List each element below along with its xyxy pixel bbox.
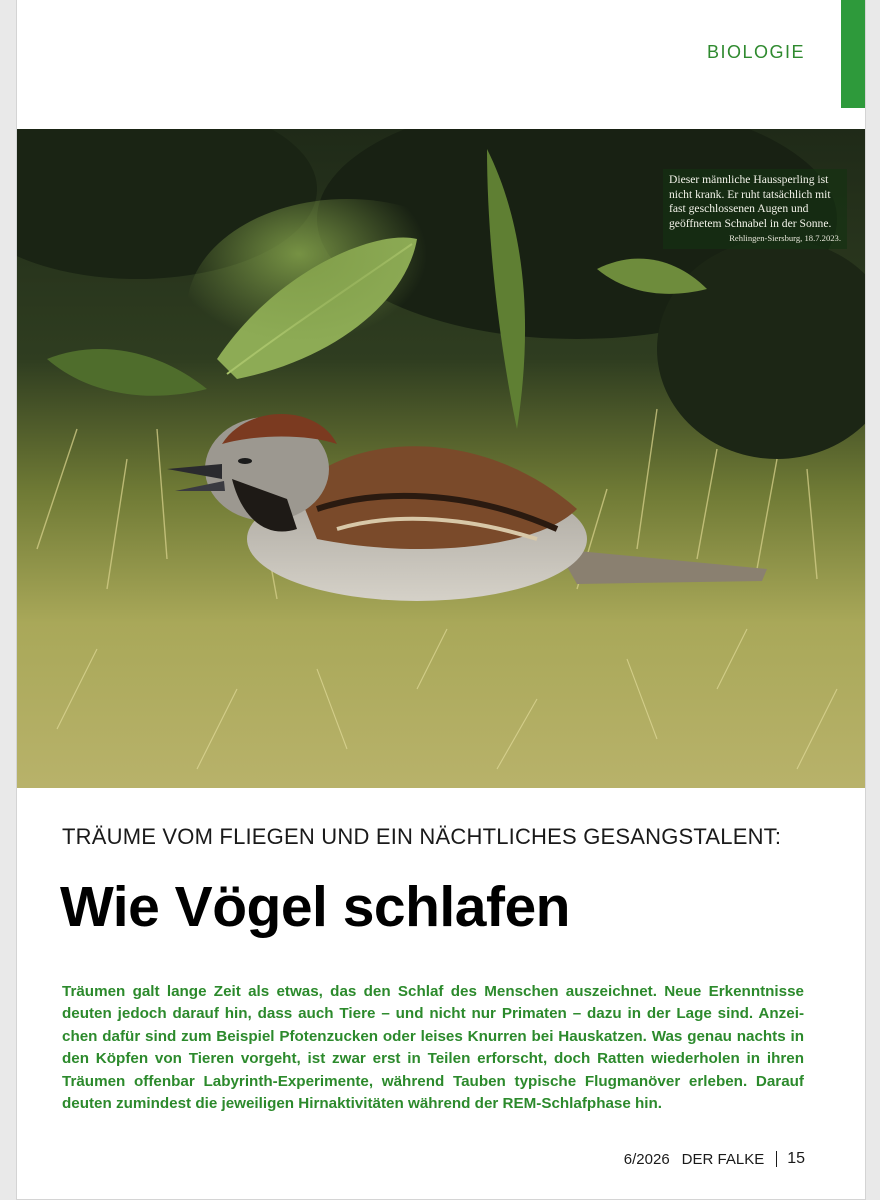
issue-number: 6/2026: [623, 1150, 670, 1168]
photo-credit: Rehlingen-Siersburg, 18.7.2023.: [729, 233, 841, 244]
magazine-name: DER FALKE: [681, 1150, 765, 1168]
article-lead: Träumen galt lange Zeit als etwas, das den Schlaf des Menschen auszeichnet. Neue Erkenntnisse deuten jedoch darauf hin, dass auch Tiere – und nicht nur Primaten – dazu in der Lage sind. Anzeichen dafür sind zum Beispiel Pfotenzucken oder leises Knurren bei Hauskatzen. Was genau nachts in den Köpfen von Tieren vorgeht, ist zwar erst in Teilen erforscht, doch Ratten wiederholen in ihren Träumen offenbar Labyrinth-Experimente, während Tauben typische Flugmanöver erleben. Darauf deuten zumindest die jeweiligen Hirnaktivitäten während der REM-Schlafphase hin.: [62, 983, 804, 1113]
page-footer: [624, 1150, 805, 1168]
magazine-page: [16, 0, 866, 1200]
article-kicker: TRÄUME VOM FLIEGEN UND EIN NÄCHTLICHES GESANGSTALENT:: [62, 824, 782, 849]
footer-divider: [776, 1151, 777, 1167]
page-number: 15: [787, 1150, 805, 1167]
article-title: Wie Vögel schlafen: [60, 875, 570, 939]
section-label: BIOLOGIE: [706, 42, 805, 62]
photo-caption-text: Dieser männliche Haussperling ist nicht krank. Er ruht tatsächlich mit fast geschlossenen Augen und geöffnetem Schnabel in der Sonne.: [669, 173, 832, 230]
photo-caption: [663, 169, 847, 249]
section-color-tab: [841, 0, 865, 108]
